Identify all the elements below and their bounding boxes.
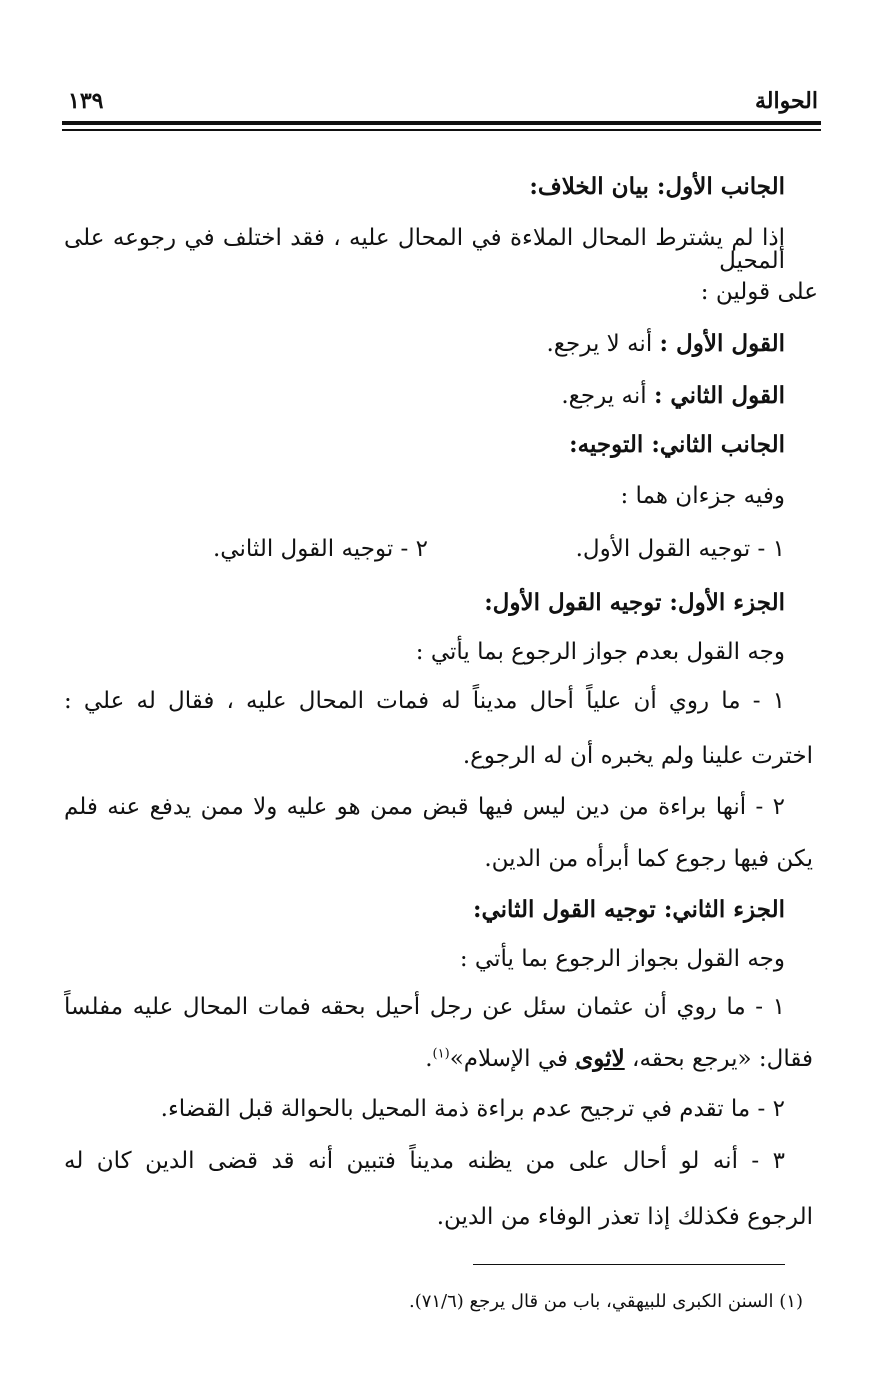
opinion-2-label: القول الثاني : — [653, 382, 785, 409]
paragraph-line: على قولين : — [700, 279, 818, 305]
footnote: (١) السنن الكبرى للبيهقي، باب من قال يرجع (٧١/٦). — [408, 1291, 803, 1312]
paragraph-line: إذا لم يشترط المحال الملاءة في المحال عليه ، فقد اختلف في رجوعه على المحيل — [64, 225, 785, 274]
paragraph-line: ١ - ما روي أن علياً أحال مديناً له فمات المحال عليه ، فقال له علي : — [64, 688, 785, 714]
section-heading-4: الجزء الثاني: توجيه القول الثاني: — [473, 896, 785, 923]
paragraph-line: وفيه جزءان هما : — [620, 483, 785, 509]
footnote-ref[interactable]: (١) — [432, 1046, 450, 1062]
header-rule-thick — [62, 121, 821, 125]
paragraph-line: ٢ - ما تقدم في ترجيح عدم براءة ذمة المحيل بالحوالة قبل القضاء. — [160, 1096, 785, 1122]
opinion-1-text: أنه لا يرجع. — [546, 331, 653, 357]
quote-line — [425, 1047, 813, 1071]
paragraph-line: ٣ - أنه لو أحال على من يظنه مديناً فتبين أنه قد قضى الدين كان له — [64, 1148, 785, 1174]
running-title: الحوالة — [755, 88, 818, 114]
list-item: ١ - توجيه القول الأول. — [575, 536, 785, 562]
paragraph-line: الرجوع فكذلك إذا تعذر الوفاء من الدين. — [436, 1204, 813, 1230]
paragraph-line: وجه القول بجواز الرجوع بما يأتي : — [459, 946, 785, 972]
page-number: ١٣٩ — [68, 88, 104, 114]
section-heading-2: الجانب الثاني: التوجيه: — [569, 431, 785, 458]
paragraph-line: ٢ - أنها براءة من دين ليس فيها قبض ممن هو عليه ولا ممن يدفع عنه فلم — [64, 794, 785, 820]
opinion-1 — [546, 332, 785, 356]
section-heading-3: الجزء الأول: توجيه القول الأول: — [484, 589, 785, 616]
quote-prefix: فقال: «يرجع بحقه، — [632, 1046, 813, 1072]
footnote-rule — [473, 1264, 785, 1265]
paragraph-line: اخترت علينا ولم يخبره أن له الرجوع. — [462, 743, 813, 769]
header-rule-thin — [62, 129, 821, 131]
quote-suffix: في الإسلام» — [449, 1046, 568, 1072]
paragraph-line: ١ - ما روي أن عثمان سئل عن رجل أحيل بحقه فمات المحال عليه مفلساً — [64, 994, 785, 1020]
paragraph-line: وجه القول بعدم جواز الرجوع بما يأتي : — [415, 639, 785, 665]
paragraph-line: يكن فيها رجوع كما أبرأه من الدين. — [484, 846, 813, 872]
opinion-2-text: أنه يرجع. — [561, 383, 647, 409]
list-item: ٢ - توجيه القول الثاني. — [212, 536, 428, 562]
opinion-2 — [561, 384, 785, 408]
underlined-term: لاثوى — [575, 1045, 625, 1072]
section-heading-1: الجانب الأول: بيان الخلاف: — [529, 173, 785, 200]
opinion-1-label: القول الأول : — [659, 330, 785, 357]
quote-end: . — [425, 1046, 433, 1072]
